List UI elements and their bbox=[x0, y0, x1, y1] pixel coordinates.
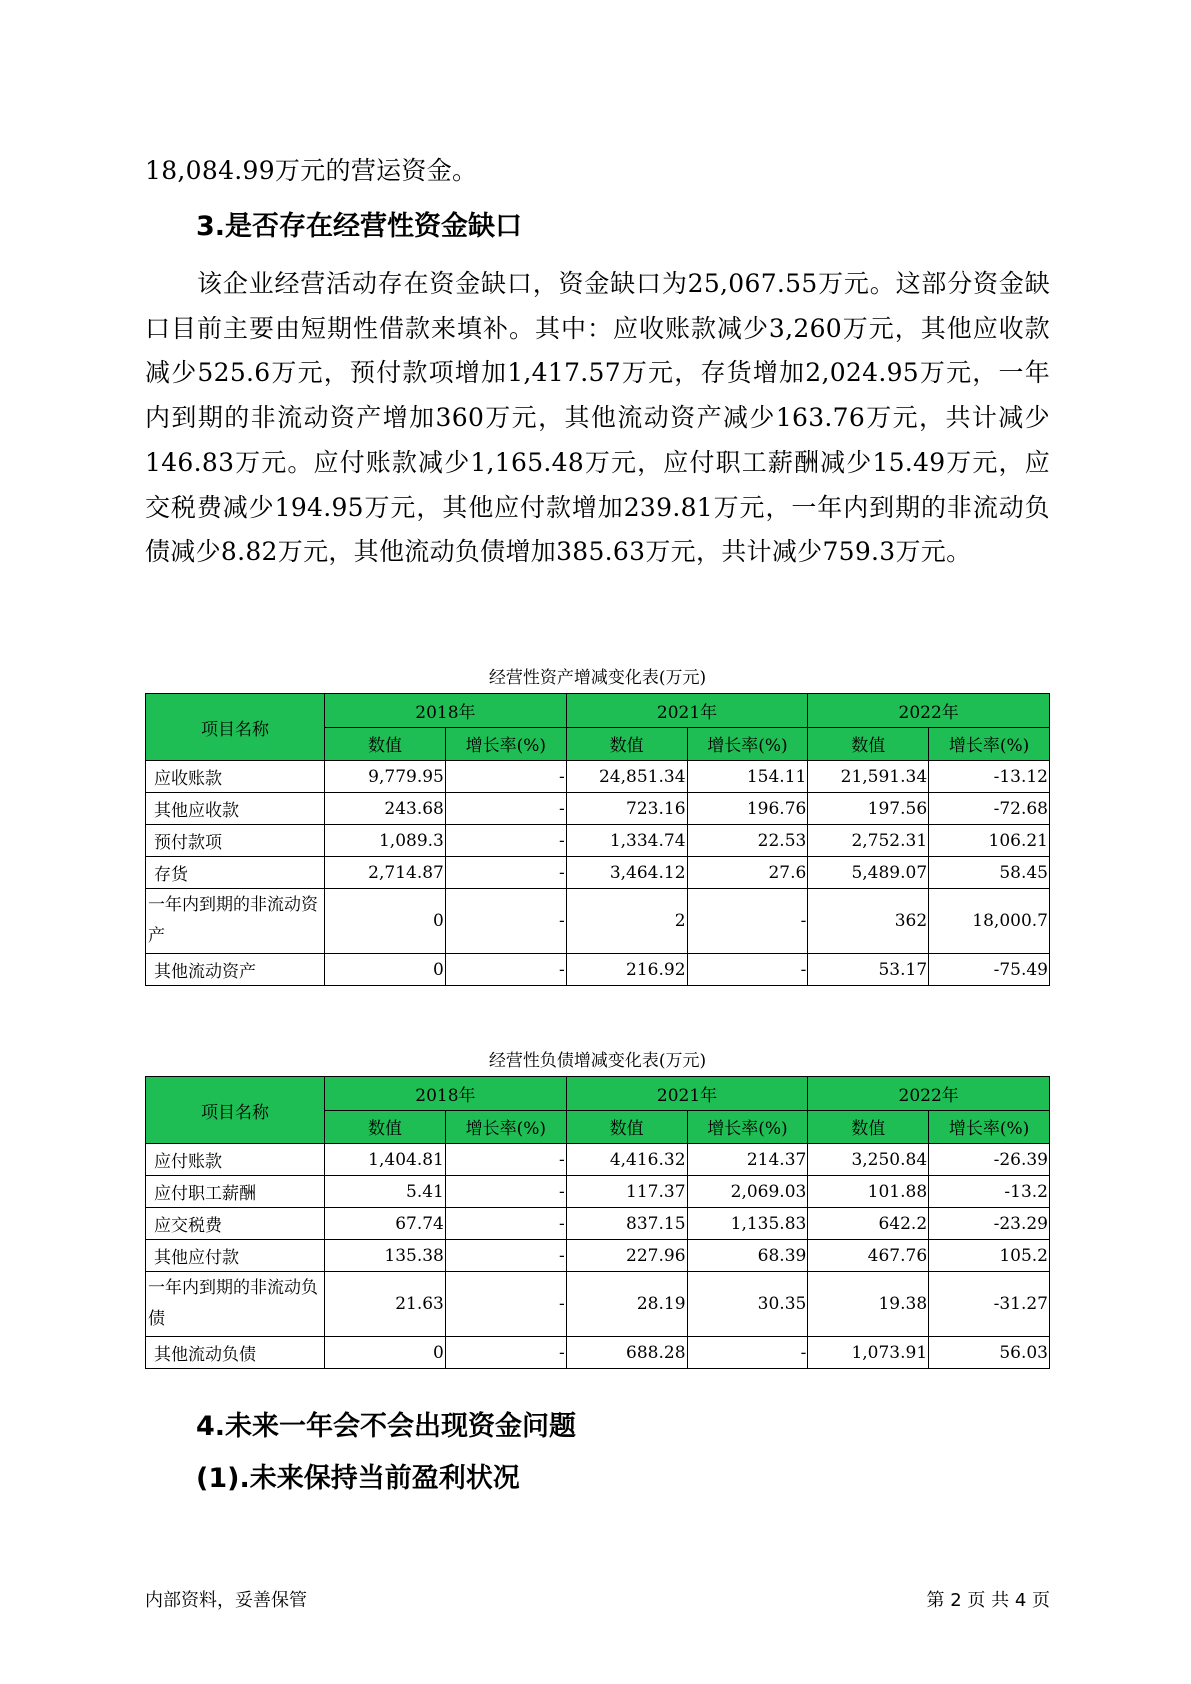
table-cell: 243.68 bbox=[325, 793, 446, 825]
liabilities-table bbox=[145, 1076, 1050, 1369]
table-cell: - bbox=[445, 793, 566, 825]
table-row bbox=[146, 1240, 1050, 1272]
row-label: 其他应付款 bbox=[146, 1240, 325, 1272]
table-cell: 105.2 bbox=[929, 1240, 1050, 1272]
growth-subheader: 增长率(%) bbox=[445, 727, 566, 761]
table-row bbox=[146, 1144, 1050, 1176]
table-cell: 227.96 bbox=[566, 1240, 687, 1272]
table-cell: - bbox=[687, 954, 808, 986]
assets-table-caption: 经营性资产增减变化表(万元) bbox=[488, 668, 707, 688]
row-label: 应付账款 bbox=[146, 1144, 325, 1176]
table-cell: 723.16 bbox=[566, 793, 687, 825]
growth-subheader: 增长率(%) bbox=[445, 1110, 566, 1144]
table-cell: 216.92 bbox=[566, 954, 687, 986]
table-cell: 135.38 bbox=[325, 1240, 446, 1272]
growth-subheader: 增长率(%) bbox=[929, 727, 1050, 761]
table-cell: - bbox=[445, 761, 566, 793]
year-header: 2021年 bbox=[566, 1077, 808, 1111]
table-cell: 53.17 bbox=[808, 954, 929, 986]
table-cell: 27.6 bbox=[687, 857, 808, 889]
table-cell: 58.45 bbox=[929, 857, 1050, 889]
year-header: 2021年 bbox=[566, 694, 808, 728]
table-cell: 30.35 bbox=[687, 1272, 808, 1337]
table-row bbox=[146, 1337, 1050, 1369]
table-row bbox=[146, 1176, 1050, 1208]
value-subheader: 数值 bbox=[325, 1110, 446, 1144]
name-header: 项目名称 bbox=[146, 1077, 325, 1144]
row-label: 一年内到期的非流动负债 bbox=[146, 1272, 325, 1337]
row-label: 存货 bbox=[146, 857, 325, 889]
table-row bbox=[146, 793, 1050, 825]
table-cell: - bbox=[687, 1337, 808, 1369]
table-cell: 837.15 bbox=[566, 1208, 687, 1240]
value-subheader: 数值 bbox=[566, 727, 687, 761]
assets-table bbox=[145, 693, 1050, 986]
row-label: 其他流动资产 bbox=[146, 954, 325, 986]
table-cell: 0 bbox=[325, 889, 446, 954]
table-cell: - bbox=[445, 825, 566, 857]
table-cell: - bbox=[445, 1240, 566, 1272]
table-row bbox=[146, 857, 1050, 889]
table-cell: - bbox=[445, 1144, 566, 1176]
body-paragraph: 该企业经营活动存在资金缺口，资金缺口为25,067.55万元。这部分资金缺口目前主要由短期性借款来填补。其中：应收账款减少3,260万元，其他应收款减少525.6万元，预付款项增加1,417.57万元，存货增加2,024.95万元，一年内到期的非流动资产增加360万元，其他流动资产减少163.76万元，共计减少146.83万元。应付账款减少1,165.48万元，应付职工薪酬减少15.49万元，应交税费减少194.95万元，其他应付款增加239.81万元，一年内到期的非流动负债减少8.82万元，其他流动负债增加385.63万元，共计减少759.3万元。 bbox=[145, 269, 1050, 567]
table-cell: 1,073.91 bbox=[808, 1337, 929, 1369]
table-cell: -26.39 bbox=[929, 1144, 1050, 1176]
table-cell: 101.88 bbox=[808, 1176, 929, 1208]
year-header: 2022年 bbox=[808, 1077, 1050, 1111]
table-cell: 9,779.95 bbox=[325, 761, 446, 793]
table-row bbox=[146, 1208, 1050, 1240]
table-cell: -23.29 bbox=[929, 1208, 1050, 1240]
year-header: 2018年 bbox=[325, 694, 567, 728]
section-heading-4: 4.未来一年会不会出现资金问题 bbox=[196, 1411, 577, 1442]
table-cell: 2,714.87 bbox=[325, 857, 446, 889]
row-label: 其他应收款 bbox=[146, 793, 325, 825]
row-label: 应交税费 bbox=[146, 1208, 325, 1240]
table-cell: 3,250.84 bbox=[808, 1144, 929, 1176]
table-cell: 0 bbox=[325, 954, 446, 986]
table-cell: 68.39 bbox=[687, 1240, 808, 1272]
table-cell: - bbox=[687, 889, 808, 954]
table-cell: 19.38 bbox=[808, 1272, 929, 1337]
table-cell: 1,334.74 bbox=[566, 825, 687, 857]
table-header-row bbox=[146, 1077, 1050, 1111]
row-label: 应付职工薪酬 bbox=[146, 1176, 325, 1208]
table-row bbox=[146, 889, 1050, 954]
growth-subheader: 增长率(%) bbox=[687, 727, 808, 761]
row-label: 一年内到期的非流动资产 bbox=[146, 889, 325, 954]
value-subheader: 数值 bbox=[325, 727, 446, 761]
table-cell: 18,000.7 bbox=[929, 889, 1050, 954]
table-cell: 21,591.34 bbox=[808, 761, 929, 793]
name-header: 项目名称 bbox=[146, 694, 325, 761]
table-cell: 197.56 bbox=[808, 793, 929, 825]
row-label: 其他流动负债 bbox=[146, 1337, 325, 1369]
table-cell: 4,416.32 bbox=[566, 1144, 687, 1176]
growth-subheader: 增长率(%) bbox=[687, 1110, 808, 1144]
table-cell: 214.37 bbox=[687, 1144, 808, 1176]
table-cell: 5.41 bbox=[325, 1176, 446, 1208]
table-cell: -75.49 bbox=[929, 954, 1050, 986]
table-cell: 24,851.34 bbox=[566, 761, 687, 793]
footer-page-number: 第 2 页 共 4 页 bbox=[926, 1590, 1050, 1611]
table-cell: 2,752.31 bbox=[808, 825, 929, 857]
year-header: 2018年 bbox=[325, 1077, 567, 1111]
table-cell: 2,069.03 bbox=[687, 1176, 808, 1208]
table-row bbox=[146, 954, 1050, 986]
table-cell: - bbox=[445, 857, 566, 889]
table-cell: 56.03 bbox=[929, 1337, 1050, 1369]
table-cell: 22.53 bbox=[687, 825, 808, 857]
table-cell: 2 bbox=[566, 889, 687, 954]
row-label: 应收账款 bbox=[146, 761, 325, 793]
table-row bbox=[146, 1272, 1050, 1337]
table-cell: 117.37 bbox=[566, 1176, 687, 1208]
footer-confidential-note: 内部资料，妥善保管 bbox=[145, 1590, 307, 1611]
value-subheader: 数值 bbox=[566, 1110, 687, 1144]
value-subheader: 数值 bbox=[808, 1110, 929, 1144]
table-cell: -31.27 bbox=[929, 1272, 1050, 1337]
table-cell: 67.74 bbox=[325, 1208, 446, 1240]
table-cell: - bbox=[445, 1176, 566, 1208]
table-cell: - bbox=[445, 1208, 566, 1240]
table-cell: - bbox=[445, 954, 566, 986]
table-cell: 1,089.3 bbox=[325, 825, 446, 857]
table-cell: -13.2 bbox=[929, 1176, 1050, 1208]
table-cell: - bbox=[445, 889, 566, 954]
table-cell: -72.68 bbox=[929, 793, 1050, 825]
table-cell: 28.19 bbox=[566, 1272, 687, 1337]
table-cell: -13.12 bbox=[929, 761, 1050, 793]
table-cell: - bbox=[445, 1337, 566, 1369]
lead-text: 18,084.99万元的营运资金。 bbox=[145, 156, 478, 185]
year-header: 2022年 bbox=[808, 694, 1050, 728]
table-cell: 21.63 bbox=[325, 1272, 446, 1337]
table-cell: 5,489.07 bbox=[808, 857, 929, 889]
table-cell: 154.11 bbox=[687, 761, 808, 793]
subsection-heading-4-1: (1).未来保持当前盈利状况 bbox=[196, 1463, 520, 1494]
table-row bbox=[146, 825, 1050, 857]
table-row bbox=[146, 761, 1050, 793]
table-cell: 0 bbox=[325, 1337, 446, 1369]
row-label: 预付款项 bbox=[146, 825, 325, 857]
table-cell: 3,464.12 bbox=[566, 857, 687, 889]
section-heading-3: 3.是否存在经营性资金缺口 bbox=[196, 211, 523, 242]
table-cell: - bbox=[445, 1272, 566, 1337]
table-cell: 642.2 bbox=[808, 1208, 929, 1240]
table-cell: 362 bbox=[808, 889, 929, 954]
growth-subheader: 增长率(%) bbox=[929, 1110, 1050, 1144]
table-header-row bbox=[146, 694, 1050, 728]
liabilities-table-caption: 经营性负债增减变化表(万元) bbox=[488, 1051, 707, 1071]
table-cell: 688.28 bbox=[566, 1337, 687, 1369]
table-cell: 1,135.83 bbox=[687, 1208, 808, 1240]
value-subheader: 数值 bbox=[808, 727, 929, 761]
table-cell: 106.21 bbox=[929, 825, 1050, 857]
table-cell: 467.76 bbox=[808, 1240, 929, 1272]
table-cell: 196.76 bbox=[687, 793, 808, 825]
table-cell: 1,404.81 bbox=[325, 1144, 446, 1176]
